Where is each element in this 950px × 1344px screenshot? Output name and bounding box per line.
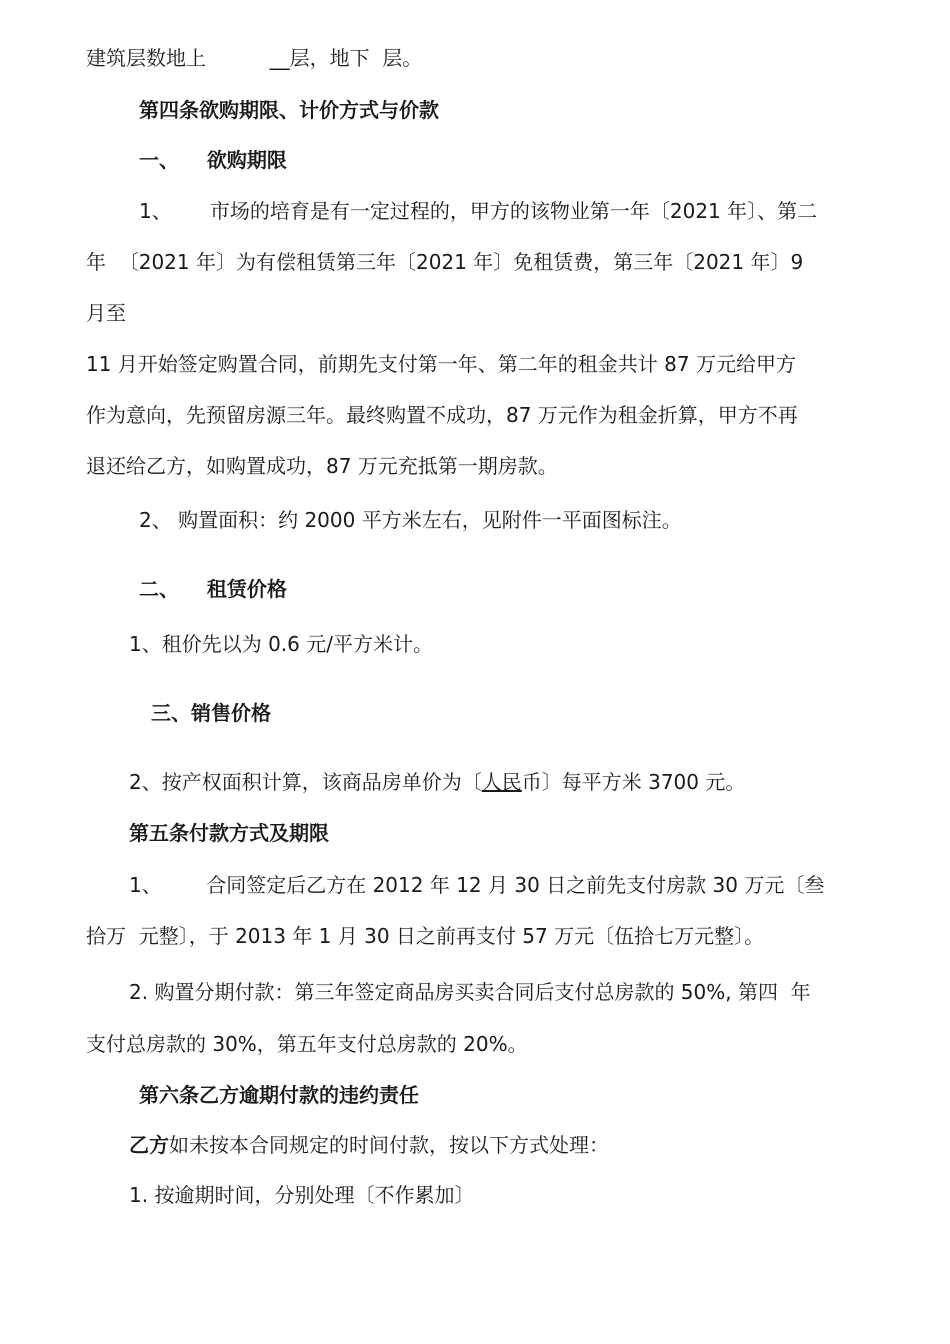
sale-item2-post: 币〕每平方米 3700 元。: [521, 770, 746, 794]
article5-item1-line2: 拾万 元整〕，于 2013 年 1 月 30 日之前再支付 57 万元〔伍拾七万元整〕。: [86, 924, 765, 948]
floors-line: 建筑层数地上 __层，地下 层。: [86, 46, 423, 70]
article5-item2-line2: 支付总房款的 30%，第五年支付总房款的 20%。: [86, 1032, 528, 1056]
sale-item2: [129, 768, 745, 796]
article6-title: 第六条乙方逾期付款的违约责任: [139, 1083, 419, 1107]
article4-item1-line4: 11 月开始签定购置合同，前期先支付第一年、第二年的租金共计 87 万元给甲方: [86, 352, 796, 376]
article4-title: 第四条欲购期限、计价方式与价款: [139, 98, 439, 122]
sale-item2-pre: 2、按产权面积计算，该商品房单价为〔: [129, 770, 482, 794]
section3-heading: 三、销售价格: [151, 701, 271, 725]
article4-item1-line5: 作为意向，先预留房源三年。最终购置不成功，87 万元作为租金折算，甲方不再: [86, 403, 798, 427]
article4-item1-line6: 退还给乙方，如购置成功，87 万元充抵第一期房款。: [86, 454, 558, 478]
article6-intro-party: 乙方: [129, 1133, 169, 1157]
article6-intro: [129, 1131, 609, 1159]
article6-intro-rest: 如未按本合同规定的时间付款，按以下方式处理：: [169, 1133, 609, 1157]
article4-item1-line2: 年 〔2021 年〕为有偿租赁第三年〔2021 年〕免租赁费，第三年〔2021 年〕9: [86, 250, 804, 274]
article5-item2-line1: 2. 购置分期付款：第三年签定商品房买卖合同后支付总房款的 50%, 第四 年: [129, 980, 811, 1004]
section2-heading: 二、 租赁价格: [139, 577, 287, 601]
article6-item1: 1. 按逾期时间，分别处理〔不作累加〕: [129, 1183, 475, 1207]
article5-title: 第五条付款方式及期限: [129, 821, 329, 845]
sale-item2-underlined: 人民: [481, 770, 522, 794]
article4-item1-line3: 月至: [86, 301, 126, 325]
article4-item1-line1: 1、 市场的培育是有一定过程的，甲方的该物业第一年〔2021 年〕、第二: [139, 199, 818, 223]
article4-item2: 2、 购置面积：约 2000 平方米左右，见附件一平面图标注。: [139, 508, 682, 532]
rent-item1: 1、租价先以为 0.6 元/平方米计。: [129, 632, 433, 656]
article5-item1-line1: 1、 合同签定后乙方在 2012 年 12 月 30 日之前先支付房款 30 万元〔叁: [129, 873, 825, 897]
section1-heading: 一、 欲购期限: [139, 148, 287, 172]
